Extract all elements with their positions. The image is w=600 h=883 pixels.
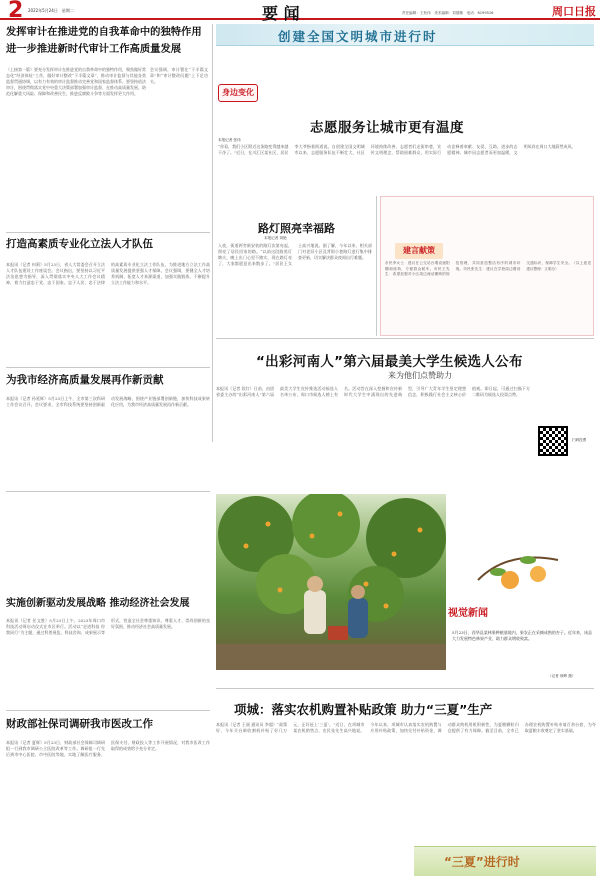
photo — [216, 494, 446, 670]
machinery-body: 本报讯（记者 王丽 通讯员 李超）“政策好，今年买台新收割机补贴了好几万元，正好赶上‘三夏’。”近日，在项城市某农机销售点，农民张先生高兴地说。今年以来，项城市认真落实农机购置与应用补贴政策，加快兑付补贴资金，调动群众购机用机积极性，为夏粮颗粒归仓提供了有力保障。截至目前，全市已办理农机购置补贴申请百余台套，为夺取夏粮丰收奠定了坚实基础。 — [216, 722, 596, 733]
machinery-headline: 项城：落实农机购置补贴政策 助力“三夏”生产 — [234, 702, 493, 717]
suggestion-body: 市民李女士：建议在公交站台增设遮阳棚和座椅，方便群众候车。市民王先生：希望加强对小区周边流动摊贩的规范管理，共同营造整洁有序的城市环境。市民张先生：建议在学校周边增设交通标识，保障学生安全。（以上意见建议整理：文明办） — [385, 261, 591, 277]
suggestion-box — [380, 196, 594, 336]
lead-headline-1: 发挥审计在推进党的自我革命中的独特作用 — [6, 26, 202, 38]
economy-headline: 为我市经济高质量发展再作新贡献 — [6, 374, 164, 386]
legislation-body: 本报讯（记者 何莉）5月23日，省人大常委会召开立法人才队伍建设工作座谈会。会议指出，要坚持以习近平法治思想为指导，深入贯彻落实中央人大工作会议精神，着力打造忠于党、忠于国家、忠于人民、忠于法律的高素质专业化立法工作队伍，为推进地方立法工作高质量发展提供坚强人才保障。会议强调，要健全人才培养机制，拓宽人才来源渠道，加强实践锻炼，不断提升立法工作能力和水平。 — [6, 262, 210, 285]
civic-body: “你看，我们小区附近这条路变得越来越干净了。”近日，在川汇区某社区，居民李大爷指着街道说。自创建全国文明城市以来，志愿服务队伍不断壮大，社区环境持续改善，志愿者们走街串巷，宣传文明理念，帮助困难群众，用实际行动诠释着奉献、友爱、互助、进步的志愿精神。城市因志愿者而更加温暖，文明风尚在周口大地蔚然成风。 — [218, 144, 576, 155]
orchard-photo-graphic — [216, 494, 446, 670]
award-subhead: 来为他们点赞助力 — [388, 371, 452, 380]
bottom-banner — [414, 846, 596, 876]
paper-logo: 周口日报 — [552, 5, 596, 18]
civic-sub-body: 入夜，街道两旁新安装的路灯次第亮起，照亮了居民回家的路。“以前这段路黑灯瞎火，晚上出门心里不踏实，现在路灯亮了，大家都愿意出来散步了。”居民王女士高兴地说。据了解，今年以来，相关部门对老旧小区及背街小巷路灯进行集中排查更新，切实解决群众夜间出行难题。 — [218, 243, 372, 266]
legislation-headline: 打造高素质专业化立法人才队伍 — [6, 238, 153, 250]
civic-byline: 本报记者 张伟 — [218, 138, 241, 142]
masthead — [0, 0, 600, 23]
series-banner-title: 创建全国文明城市进行时 — [278, 29, 438, 44]
innovation-headline: 实施创新驱动发展战略 推动经济社会发展 — [6, 598, 190, 609]
innovation-story — [6, 596, 210, 706]
suggestion-tag: 建言献策 — [395, 243, 443, 259]
innovation-body: 本报讯（记者 任文胜）5月23日上午，2023年周口市科技活动周启动仪式在市区举行。活动以“走进科技 你我同行”为主题，通过科普展览、科技咨询、成果展示等形式，营造全社会尊重知识、尊重人才、崇尚创新的良好氛围，推动经济社会高质量发展。 — [6, 618, 210, 635]
lead-story — [6, 24, 208, 229]
photo-tag: 视觉新闻 — [448, 608, 488, 619]
economy-body: 本报讯（记者 孙延辉）5月23日上午，全市第三次科研工作会议召开。会议要求，全市科技系统要坚持创新驱动发展战略，围绕产业链部署创新链，加快科技成果转化应用，为我市经济高质量发展再作新贡献。 — [6, 396, 210, 407]
page-number: 2 — [8, 0, 24, 23]
apricot-illustration — [468, 540, 568, 600]
qr-caption: 扫码投票 — [572, 438, 587, 442]
lead-body: （上接第一版）要充分发挥审计在推进党的自我革命中的独特作用，聚焦做好常态化“经济体检”工作，做好审计整改“下半篇文章”，推动审计监督与其他各类监督贯通协调，以有力有效的审计监督推动完善党和国家监督体系。要坚持依法审计，围绕贯彻落实党中央重大决策部署加强审计监督，在推动高质量发展、防范化解重大风险、保障和改善民生、推进反腐败斗争等方面发挥更大作用。 — [6, 67, 146, 96]
civic-sub-byline: 本报记者 刘艳 — [264, 236, 287, 240]
qr-code[interactable] — [538, 426, 568, 456]
medical-story — [6, 716, 210, 878]
bottom-banner-title: “三夏”进行时 — [444, 855, 520, 869]
photo-credit: （记者 徐辉 摄） — [548, 674, 576, 678]
section-title: 要 闻 — [262, 4, 300, 23]
issue-date: 2022年5月24日 星期二 — [28, 8, 74, 13]
civic-subhead: 路灯照亮幸福路 — [258, 222, 335, 235]
lead-editor-note: 会议强调，审计署在“下半篇文章”和“审计整改问题”上下足功夫。 — [150, 67, 208, 84]
award-body: 本报讯（记者 段红）日前，由团省委主办的“出彩河南人”第六届最美大学生宣传推选活动候选人名单公布，周口市候选人榜上有名。活动旨在深入挖掘和宣传新时代大学生中涌现出的先进典型，引导广大青年学生坚定理想信念，积极践行社会主义核心价值观。即日起，可通过扫描下方二维码为候选人投票点赞。 — [216, 386, 530, 397]
lead-headline-2: 进一步推进新时代审计工作高质量发展 — [6, 43, 182, 55]
photo-caption: 5月23日，西华县某林果种植基地内，果农正在采摘成熟的杏子。近年来，该县大力发展特色林果产业，助力群众增收致富。 — [452, 630, 592, 641]
machinery-story — [216, 692, 596, 862]
award-headline: “出彩河南人”第六届最美大学生候选人公布 — [256, 354, 523, 370]
column-tag-shenbianbianhua: 身边变化 — [218, 84, 258, 102]
medical-body: 本报讯（记者 夏辉）5月23日，财政部社会保障司调研组一行到我市调研公立医院改革等工作。调研组一行先后到市中心医院、市中医院等地，实地了解医疗服务、医保支付、财政投入等工作开展情况，对我市医改工作取得的成效给予充分肯定。 — [6, 740, 210, 757]
series-banner — [216, 24, 594, 46]
credits: 责任编辑：王松伟 美术编辑：刘德敏 电话：6199516 — [402, 11, 494, 15]
civic-headline: 志愿服务让城市更有温度 — [310, 120, 464, 136]
medical-headline: 财政部社保司调研我市医改工作 — [6, 718, 153, 730]
economy-story — [6, 372, 210, 486]
legislation-story — [6, 236, 210, 366]
